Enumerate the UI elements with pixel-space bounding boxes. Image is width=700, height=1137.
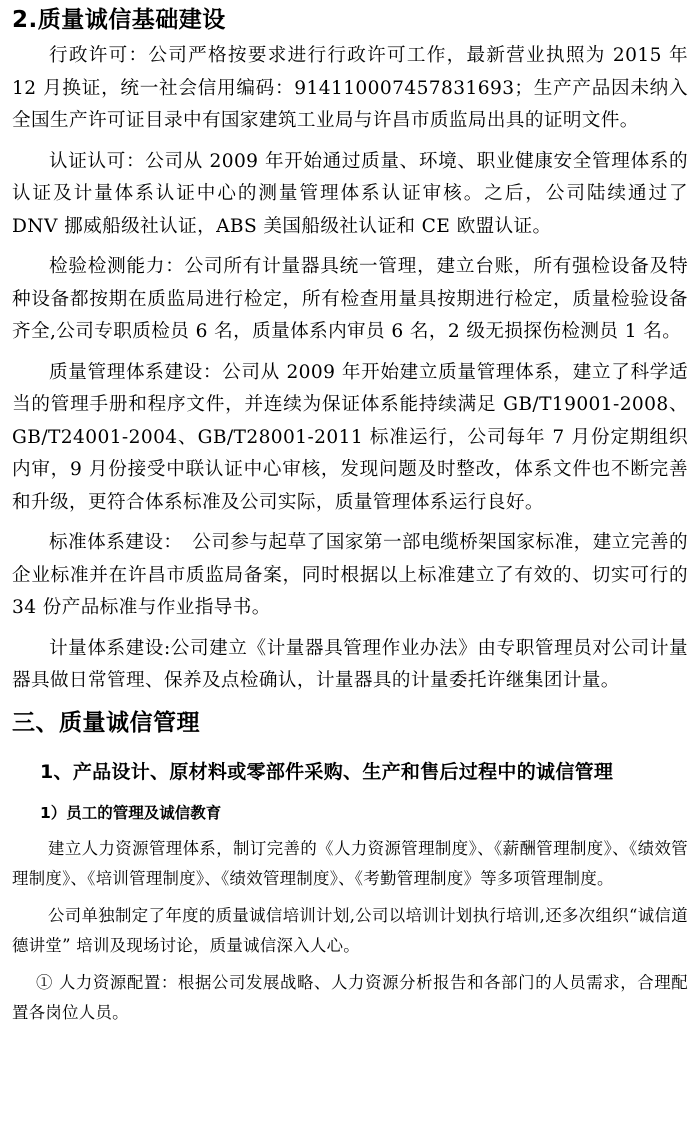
paragraph-certification: 认证认可：公司从 2009 年开始通过质量、环境、职业健康安全管理体系的认证及计量体系认证中心的测量管理体系认证审核。之后，公司陆续通过了 DNV 挪威船级社认证，ABS 美国船级社认证和 CE 欧盟认证。 xyxy=(12,150,688,237)
paragraph-metrology-system: 计量体系建设:公司建立《计量器具管理作业办法》由专职管理员对公司计量器具做日常管理、保养及点检确认，计量器具的计量委托许继集团计量。 xyxy=(12,637,688,691)
subheading-staff-management: 1）员工的管理及诚信教育 xyxy=(40,803,222,822)
section-heading-quality-integrity-management: 三、质量诚信管理 xyxy=(12,709,200,736)
paragraph-standard-system: 标准体系建设： 公司参与起草了国家第一部电缆桥架国家标准，建立完善的企业标准并在许昌市质监局备案，同时根据以上标准建立了有效的、切实可行的 34 份产品标准与作业指导书。 xyxy=(12,532,688,618)
paragraph-integrity-training: 公司单独制定了年度的质量诚信培训计划,公司以培训计划执行培训,还多次组织“诚信道德讲堂” 培训及现场讨论，质量诚信深入人心。 xyxy=(12,905,688,955)
paragraph-inspection-capability: 检验检测能力：公司所有计量器具统一管理，建立台账，所有强检设备及特种设备都按期在质监局进行检定，所有检查用量具按期进行检定，质量检验设备齐全,公司专职质检员 6 名，质量体系内审员 6 名，2 级无损探伤检测员 1 名。 xyxy=(12,256,688,342)
paragraph-hr-allocation: ① 人力资源配置：根据公司发展战略、人力资源分析报告和各部门的人员需求，合理配置各岗位人员。 xyxy=(12,972,688,1022)
paragraph-administrative-license: 行政许可：公司严格按要求进行行政许可工作，最新营业执照为 2015 年 12 月换证，统一社会信用编码：914110007457831693；生产产品因未纳入全国生产许可证目录中有国家建筑工业局与许昌市质监局出具的证明文件。 xyxy=(12,45,688,131)
paragraph-quality-management-system: 质量管理体系建设：公司从 2009 年开始建立质量管理体系，建立了科学适当的管理手册和程序文件，并连续为保证体系能持续满足 GB/T19001-2008、GB/T24001-2004、GB/T28001-2011 标准运行，公司每年 7 月份定期组织内审，9 月份接受中联认证中心审核，发现问题及时整改，体系文件也不断完善和升级，更符合体系标准及公司实际，质量管理体系运行良好。 xyxy=(12,361,688,513)
paragraph-hr-system: 建立人力资源管理体系，制订完善的《人力资源管理制度》、《薪酬管理制度》、《绩效管理制度》、《培训管理制度》、《绩效管理制度》、《考勤管理制度》等多项管理制度。 xyxy=(12,838,688,888)
subheading-process-integrity: 1、产品设计、原材料或零部件采购、生产和售后过程中的诚信管理 xyxy=(40,760,614,783)
section-heading-quality-integrity-foundation: 2.质量诚信基础建设 xyxy=(12,7,226,33)
